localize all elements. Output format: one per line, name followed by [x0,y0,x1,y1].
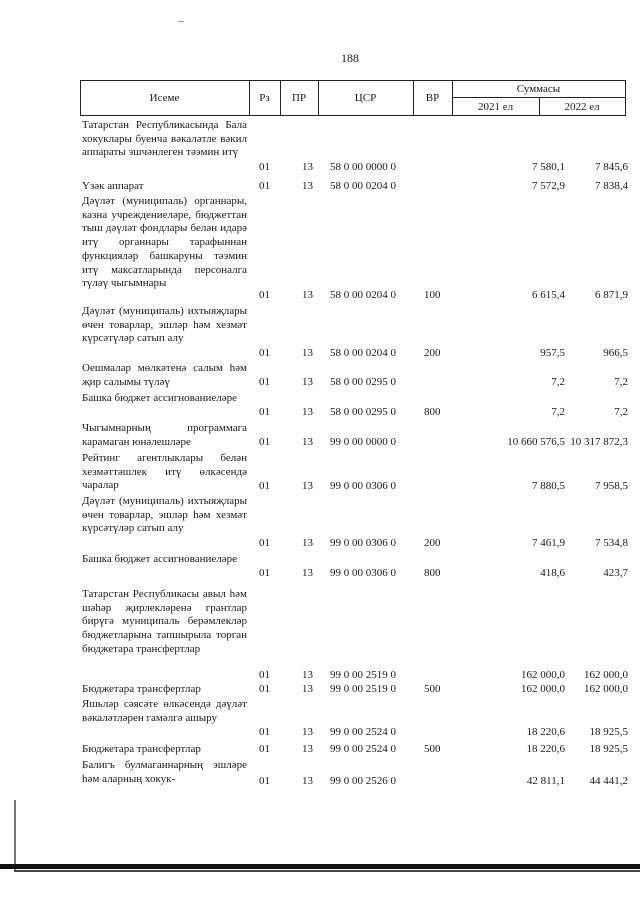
row-pr: 13 [302,436,313,448]
row-sum-2022: 162 000,0 [584,683,628,695]
row-rz: 01 [259,161,270,173]
row-csr: 58 0 00 0295 0 [330,406,396,418]
row-sum-2021: 18 220,6 [526,743,565,755]
row-name: Оешмалар мөлкәтенә салым һәм җир салымы түләү [82,362,247,388]
row-pr: 13 [302,743,313,755]
row-name: Татарстан Республикасында Бала хокуклары буенча вәкаләтле вәкил аппараты эшчәнлеген тәэмин итү [82,119,247,159]
row-name: Дәүләт (муниципаль) ихтыяҗлары өчен товарлар, эшләр һәм хезмәт күрсәтүләр сатып алу [82,495,247,535]
row-pr: 13 [302,775,313,787]
col-name-header: Исеме [149,92,180,104]
row-csr: 99 0 00 0306 0 [330,480,396,492]
row-sum-2021: 7 880,5 [532,480,565,492]
row-sum-2022: 7 958,5 [595,480,628,492]
table-row [82,305,628,361]
row-csr: 99 0 00 0306 0 [330,567,396,579]
table-row [82,698,628,740]
scan-mark [178,21,184,22]
row-pr: 13 [302,537,313,549]
table-row [82,422,628,450]
row-csr: 58 0 00 0204 0 [330,347,396,359]
row-pr: 13 [302,376,313,388]
table-row [82,743,628,757]
row-name: Балигъ булмаганнарның эшләре һәм аларның хокук- [82,759,247,785]
col-vr-header: ВР [425,92,440,104]
row-pr: 13 [302,683,313,695]
row-sum-2021: 418,6 [540,567,565,579]
row-rz: 01 [259,683,270,695]
row-rz: 01 [259,567,270,579]
row-csr: 58 0 00 0204 0 [330,289,396,301]
row-name: Бюджетара трансфертлар [82,683,201,695]
row-rz: 01 [259,775,270,787]
row-pr: 13 [302,669,313,681]
row-vr: 500 [424,743,441,755]
table-row [82,759,628,789]
scan-edge [14,800,16,870]
col-2022-header: 2022 ел [564,101,600,113]
row-sum-2021: 957,5 [540,347,565,359]
row-pr: 13 [302,180,313,192]
row-csr: 99 0 00 2519 0 [330,683,396,695]
row-csr: 58 0 00 0295 0 [330,376,396,388]
row-sum-2021: 162 000,0 [521,683,565,695]
table-row [82,495,628,551]
row-sum-2022: 10 317 872,3 [570,436,628,448]
row-sum-2022: 7,2 [614,376,628,388]
row-rz: 01 [259,406,270,418]
table-row [82,362,628,390]
row-sum-2021: 6 615,4 [532,289,565,301]
row-sum-2021: 42 811,1 [526,775,565,787]
row-pr: 13 [302,480,313,492]
col-pr-header: ПР [291,92,307,104]
table-row [82,195,628,303]
row-vr: 500 [424,683,441,695]
row-csr: 99 0 00 0000 0 [330,436,396,448]
row-name: Татарстан Республикасы авыл һәм шәһәр җирлекләренә грантлар бирүгә муниципаль берәмлекләр бюджетларына тапшырыла торган бюджетара трансфертлар [82,588,247,655]
row-csr: 99 0 00 2524 0 [330,726,396,738]
scan-border-inner [14,870,640,872]
row-csr: 99 0 00 2524 0 [330,743,396,755]
row-pr: 13 [302,567,313,579]
row-rz: 01 [259,289,270,301]
row-sum-2022: 18 925,5 [589,743,628,755]
row-name: Чыгымнарның программага карамаган юнәлешләре [82,422,247,448]
row-sum-2021: 7 461,9 [532,537,565,549]
row-rz: 01 [259,376,270,388]
col-csr-header: ЦСР [354,92,377,104]
row-pr: 13 [302,406,313,418]
row-sum-2022: 7 534,8 [595,537,628,549]
row-sum-2021: 7,2 [551,406,565,418]
row-vr: 100 [424,289,441,301]
row-name: Яшьләр сәясәте өлкәсендә дәүләт вәкаләтләрен гамәлгә ашыру [82,698,247,724]
row-sum-2022: 162 000,0 [584,669,628,681]
row-pr: 13 [302,161,313,173]
row-sum-2022: 7,2 [614,406,628,418]
row-sum-2022: 7 838,4 [595,180,628,192]
row-pr: 13 [302,289,313,301]
row-sum-2022: 966,5 [603,347,628,359]
row-rz: 01 [259,180,270,192]
table-row [82,452,628,494]
col-sums-header: Суммасы [516,83,561,95]
col-2021-header: 2021 ел [477,101,514,113]
row-csr: 58 0 00 0000 0 [330,161,396,173]
table-row [82,392,628,420]
row-rz: 01 [259,726,270,738]
table-row [82,683,628,697]
table-header [80,80,626,116]
row-csr: 99 0 00 2526 0 [330,775,396,787]
row-rz: 01 [259,480,270,492]
row-rz: 01 [259,436,270,448]
row-sum-2022: 6 871,9 [595,289,628,301]
row-sum-2022: 18 925,5 [589,726,628,738]
row-csr: 99 0 00 0306 0 [330,537,396,549]
table-row [82,180,628,194]
col-rz-header: Рз [259,92,270,104]
row-csr: 58 0 00 0204 0 [330,180,396,192]
row-csr: 99 0 00 2519 0 [330,669,396,681]
page-number: 188 [341,51,359,65]
row-pr: 13 [302,347,313,359]
row-name: Башка бюджет ассигнованиеләре [82,553,237,565]
row-name: Дәүләт (муниципаль) ихтыяҗлары өчен товарлар, эшләр һәм хезмәт күрсәтүләр сатып алу [82,305,247,345]
row-sum-2021: 7 572,9 [532,180,565,192]
row-sum-2021: 10 660 576,5 [507,436,565,448]
row-name: Рейтинг агентлыклары белән хезмәттәшлек итү өлкәсендә чаралар [82,452,247,492]
table-row [82,553,628,581]
row-pr: 13 [302,726,313,738]
row-sum-2022: 44 441,2 [589,775,628,787]
row-rz: 01 [259,669,270,681]
row-vr: 200 [424,347,441,359]
row-name: Үзәк аппарат [82,180,144,192]
row-vr: 800 [424,567,441,579]
row-rz: 01 [259,347,270,359]
row-sum-2021: 18 220,6 [526,726,565,738]
row-vr: 800 [424,406,441,418]
row-sum-2021: 7,2 [551,376,565,388]
scan-border [0,864,640,869]
row-vr: 200 [424,537,441,549]
row-name: Башка бюджет ассигнованиеләре [82,392,237,404]
row-name: Дәүләт (муниципаль) органнары, казна учреждениеләре, бюджеттан тыш дәүләт фондлары белән идарә итү органнары тарафыннан функцияләр башкаруны тәэмин итү максатларында персоналга түләү чыгымнары [82,195,247,290]
table-row [82,119,628,175]
row-name: Бюджетара трансфертлар [82,743,201,755]
table-row [82,588,628,683]
row-sum-2022: 7 845,6 [595,161,628,173]
row-rz: 01 [259,743,270,755]
row-sum-2021: 162 000,0 [521,669,565,681]
row-sum-2021: 7 580,1 [532,161,565,173]
row-rz: 01 [259,537,270,549]
row-sum-2022: 423,7 [603,567,628,579]
